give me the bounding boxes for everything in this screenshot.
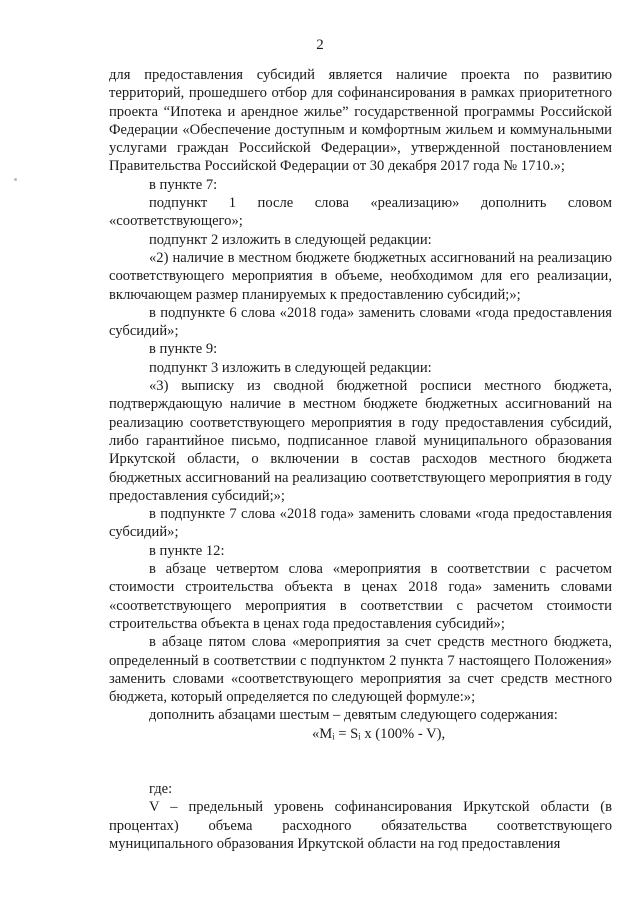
paragraph-continuation: для предоставления субсидий является наличие проекта по развитию территорий, прошедшего отбор для софинансирования в рамках приоритетного проекта “Ипотека и арендное жилье” государственной программы Российской Федерации «Обеспечение доступным и комфортным жильем и коммунальными услугами граждан Российской Федерации», утвержденной постановлением Правительства Российской Федерации от 30 декабря 2017 года № 1710.»; [109,67,612,175]
paragraph-point-7: в пункте 7: [149,176,218,193]
paragraph-abzac-4: в абзаце четвертом слова «мероприятия в соответствии с расчетом стоимости строительства объекта в ценах 2018 года» заменить словами «соответствующего мероприятия в соответствии с расчетом стоимости строительства объекта в ценах года предоставления субсидий»; [109,561,612,632]
paragraph-where: где: [149,780,173,797]
paragraph-subpoint-1: подпункт 1 после слова «реализацию» дополнить словом «соответствующего»; [109,195,612,230]
paragraph-add-abzacs: дополнить абзацами шестым – девятым следующего содержания: [149,707,558,724]
page-number: 2 [316,37,324,53]
paragraph-point-9: в пункте 9: [149,341,218,358]
paragraph-subpoint-6: в подпункте 6 слова «2018 года» заменить словами «года предоставления субсидий»; [109,304,612,340]
paragraph-abzac-5: в абзаце пятом слова «мероприятия за счет средств местного бюджета, определенный в соответствии с подпунктом 2 пункта 7 настоящего Положения» заменить словами «соответствующего мероприятия за счет средств местного бюджета, который определяется по следующей формуле:»; [109,634,612,706]
document-body [109,66,612,853]
paragraph-subpoint-3-text: «3) выписку из сводной бюджетной росписи местного бюджета, подтверждающую наличие в местном бюджете бюджетных ассигнований на реализацию соответствующего мероприятия в году предоставления субсидий, либо гарантийное письмо, подписанное главой муниципального образования Иркутской области, о включении в состав расходов местного бюджета бюджетных ассигнований на реализацию соответствующего мероприятия в году предоставления субсидий;»; [109,378,612,504]
spacer [109,743,612,780]
paragraph-point-12: в пункте 12: [149,542,225,559]
paragraph-subpoint-7: в подпункте 7 слова «2018 года» заменить словами «года предоставления субсидий»; [109,506,612,541]
paragraph-subpoint-2-intro: подпункт 2 изложить в следующей редакции: [149,231,432,248]
paragraph-subpoint-3-intro: подпункт 3 изложить в следующей редакции: [149,359,432,376]
scan-mark [14,178,17,181]
formula: «Mᵢ = Sᵢ x (100% - V), [312,725,446,742]
paragraph-v-definition: V – предельный уровень софинансирования Иркутской области (в процентах) объема расходного обязательства соответствующего муниципального образования Иркутской области на год предоставления [109,799,612,852]
paragraph-subpoint-2-text: «2) наличие в местном бюджете бюджетных ассигнований на реализацию соответствующего мероприятия в объеме, необходимом для его реализации, включающем размер планируемых к предоставлению субсидий;»; [109,249,612,303]
